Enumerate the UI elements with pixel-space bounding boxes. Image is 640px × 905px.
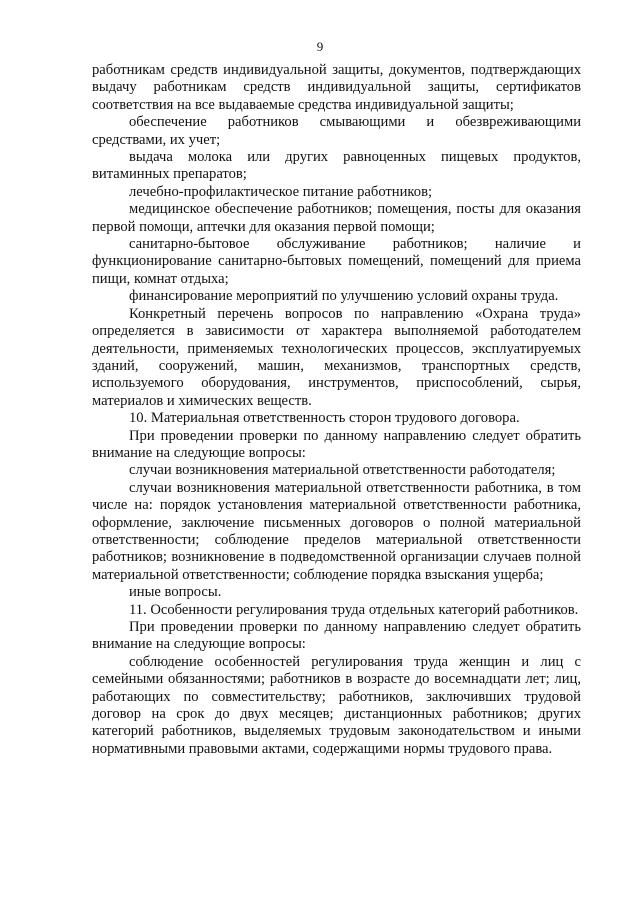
paragraph: случаи возникновения материальной ответственности работника, в том числе на: порядок установления материальной ответственности работника, оформление, заключение письменных договоров о полной материальной ответственности; соблюдение пределов материальной ответственности работников; возникновение в подведомственной организации случаев полной материальной ответственности; соблюдение порядка взыскания ущерба;: [92, 479, 581, 583]
page-number: 9: [316, 39, 324, 54]
paragraph: лечебно-профилактическое питание работников;: [129, 183, 433, 200]
paragraph: соблюдение особенностей регулирования труда женщин и лиц с семейными обязанностями; работников в возрасте до восемнадцати лет; лиц, работающих по совместительству; работников, заключивших трудовой договор на срок до двух месяцев; дистанционных работников; других категорий работников, выделяемых трудовым законодательством и иными нормативными правовыми актами, содержащими нормы трудового права.: [92, 653, 581, 757]
paragraph: финансирование мероприятий по улучшению условий охраны труда.: [129, 288, 559, 305]
paragraph: случаи возникновения материальной ответственности работодателя;: [129, 462, 556, 479]
paragraph: санитарно-бытовое обслуживание работников; наличие и функционирование санитарно-бытовых помещений, помещений для приема пищи, комнат отдыха;: [92, 236, 581, 287]
document-body: [92, 62, 581, 758]
paragraph: медицинское обеспечение работников; помещения, посты для оказания первой помощи, аптечки для оказания первой помощи;: [92, 201, 581, 235]
paragraph: иные вопросы.: [129, 584, 222, 601]
paragraph: Конкретный перечень вопросов по направлению «Охрана труда» определяется в зависимости от характера выполняемой работодателем деятельности, применяемых технологических процессов, эксплуатируемых зданий, сооружений, машин, механизмов, транспортных средств, используемого оборудования, инструментов, приспособлений, сырья, материалов и химических веществ.: [92, 305, 581, 409]
paragraph: обеспечение работников смывающими и обезвреживающими средствами, их учет;: [92, 114, 581, 148]
paragraph: При проведении проверки по данному направлению следует обратить внимание на следующие вопросы:: [92, 619, 581, 653]
paragraph: выдача молока или других равноценных пищевых продуктов, витаминных препаратов;: [92, 149, 581, 183]
paragraph: При проведении проверки по данному направлению следует обратить внимание на следующие вопросы:: [92, 427, 581, 461]
paragraph: 10. Материальная ответственность сторон трудового договора.: [129, 410, 520, 427]
paragraph: работникам средств индивидуальной защиты, документов, подтверждающих выдачу работникам средств индивидуальной защиты, сертификатов соответствия на все выдаваемые средства индивидуальной защиты;: [92, 62, 581, 113]
paragraph: 11. Особенности регулирования труда отдельных категорий работников.: [129, 601, 579, 618]
